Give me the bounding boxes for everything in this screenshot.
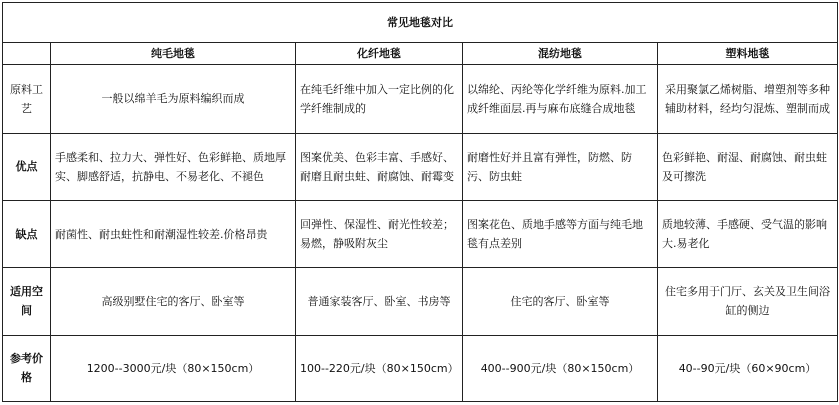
title-row bbox=[3, 3, 838, 43]
table-cell: 耐菌性、耐虫蛀性和耐潮湿性较差.价格昂贵 bbox=[51, 200, 296, 267]
table-cell: 耐磨性好并且富有弹性，防燃、防污、防虫蛀 bbox=[463, 133, 658, 200]
table-cell: 一般以绵羊毛为原料编织而成 bbox=[51, 65, 296, 133]
carpet-comparison-table bbox=[2, 2, 838, 402]
row-label-reference-price: 参考价格 bbox=[3, 335, 51, 401]
row-label-material: 原料工艺 bbox=[3, 65, 51, 133]
table-cell: 1200--3000元/块（80×150cm） bbox=[51, 335, 296, 401]
table-cell: 以绵纶、丙纶等化学纤维为原料.加工成纤维面层.再与麻布底缝合成地毯 bbox=[463, 65, 658, 133]
table-row bbox=[3, 65, 838, 133]
table-cell: 普通家装客厅、卧室、书房等 bbox=[296, 268, 463, 335]
table-cell: 在纯毛纤维中加入一定比例的化学纤维制成的 bbox=[296, 65, 463, 133]
table-row bbox=[3, 268, 838, 335]
table-row bbox=[3, 335, 838, 401]
table-cell: 质地较薄、手感硬、受气温的影响大.易老化 bbox=[658, 200, 838, 267]
row-label-applicable-space: 适用空间 bbox=[3, 268, 51, 335]
table-cell: 色彩鲜艳、耐湿、耐腐蚀、耐虫蛀及可擦洗 bbox=[658, 133, 838, 200]
row-label-advantages: 优点 bbox=[3, 133, 51, 200]
table-cell: 采用聚氯乙烯树脂、增塑剂等多种辅助材料，经均匀混炼、塑制而成 bbox=[658, 65, 838, 133]
table-cell: 高级别墅住宅的客厅、卧室等 bbox=[51, 268, 296, 335]
table-cell: 图案优美、色彩丰富、手感好、耐磨且耐虫蛀、耐腐蚀、耐霉变 bbox=[296, 133, 463, 200]
row-label-disadvantages: 缺点 bbox=[3, 200, 51, 267]
column-header-plastic: 塑料地毯 bbox=[658, 43, 838, 65]
column-header-wool: 纯毛地毯 bbox=[51, 43, 296, 65]
table-row bbox=[3, 200, 838, 267]
table-cell: 住宅的客厅、卧室等 bbox=[463, 268, 658, 335]
table-cell: 回弹性、保湿性、耐光性较差；易燃，静吸附灰尘 bbox=[296, 200, 463, 267]
table-cell: 住宅多用于门厅、玄关及卫生间浴缸的侧边 bbox=[658, 268, 838, 335]
corner-cell bbox=[3, 43, 51, 65]
column-header-synthetic: 化纤地毯 bbox=[296, 43, 463, 65]
header-row bbox=[3, 43, 838, 65]
table-row bbox=[3, 133, 838, 200]
table-cell: 400--900元/块（80×150cm） bbox=[463, 335, 658, 401]
column-header-blended: 混纺地毯 bbox=[463, 43, 658, 65]
table-cell: 图案花色、质地手感等方面与纯毛地毯有点差别 bbox=[463, 200, 658, 267]
table-cell: 40--90元/块（60×90cm） bbox=[658, 335, 838, 401]
table-cell: 100--220元/块（80×150cm） bbox=[296, 335, 463, 401]
table-cell: 手感柔和、拉力大、弹性好、色彩鲜艳、质地厚实、脚感舒适，抗静电、不易老化、不褪色 bbox=[51, 133, 296, 200]
table-title: 常见地毯对比 bbox=[3, 3, 838, 43]
